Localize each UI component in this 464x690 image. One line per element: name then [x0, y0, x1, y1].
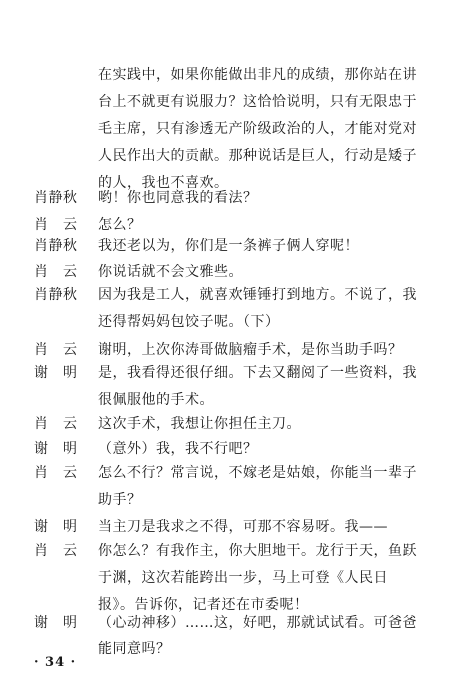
dialogue-text: 哟！你也同意我的看法？	[98, 190, 258, 206]
speaker-name: 肖 云	[34, 416, 78, 432]
page-number: · 34 ·	[34, 655, 77, 670]
dialogue-text: （意外）我，我不行吧？	[98, 441, 258, 457]
dialogue-text: 我还老以为，你们是一条裤子俩人穿呢！	[98, 238, 359, 254]
speaker-name: 肖静秋	[34, 238, 78, 254]
speaker-name: 谢 明	[34, 519, 78, 535]
dialogue-text: 是，我看得还很仔细。下去又翻阅了一些资料，我很佩服他的手术。	[98, 365, 417, 408]
dialogue-text: 你说话就不会文雅些。	[98, 264, 243, 280]
dialogue-text: 这次手术，我想让你担任主刀。	[98, 416, 301, 432]
continuation-paragraph: 在实践中，如果你能做出非凡的成绩，那你站在讲台上不就更有说服力？这恰恰说明，只有无限忠于毛主席，只有渗透无产阶级政治的人，才能对党对人民作出大的贡献。那种说话是巨人，行动是矮子的人，我也不喜欢。	[98, 67, 417, 191]
dialogue-text: 因为我是工人，就喜欢锤锤打到地方。不说了，我还得帮妈妈包饺子呢。（下）	[98, 287, 417, 330]
speaker-name: 肖 云	[34, 465, 78, 481]
dialogue-text: 你怎么？有我作主，你大胆地干。龙行于天，鱼跃于渊，这次若能跨出一步，马上可登《人民日报》。告诉你，记者还在市委呢！	[98, 543, 417, 613]
speaker-name: 谢 明	[34, 441, 78, 457]
speaker-name: 肖 云	[34, 217, 78, 233]
speaker-name: 谢 明	[34, 365, 78, 381]
speaker-name: 肖 云	[34, 543, 78, 559]
speaker-name: 肖静秋	[34, 287, 78, 303]
dialogue-text: （心动神移）……这，好吧，那就试试看。可爸爸能同意吗？	[98, 615, 417, 657]
speaker-name: 肖静秋	[34, 190, 78, 206]
dialogue-text: 谢明，上次你涛哥做脑瘤手术，是你当助手吗？	[98, 342, 403, 358]
speaker-name: 谢 明	[34, 615, 78, 631]
dialogue-text: 怎么不行？常言说，不嫁老是姑娘，你能当一辈子助手？	[98, 465, 417, 508]
dialogue-text: 怎么？	[98, 217, 142, 233]
dialogue-text: 当主刀是我求之不得，可那不容易呀。我——	[98, 519, 388, 535]
speaker-name: 肖 云	[34, 264, 78, 280]
speaker-name: 肖 云	[34, 342, 78, 358]
